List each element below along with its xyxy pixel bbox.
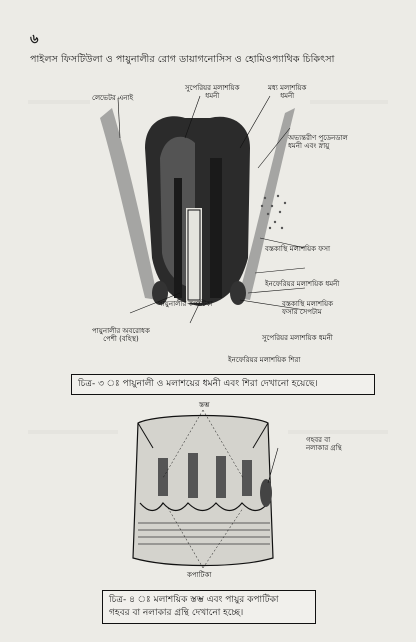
- label-ischiorectal-septum-text: বস্তকাস্থি মলাশয়িক ফসার সেপটাম: [282, 300, 334, 316]
- label-superior-rectal-artery-lower: সুপেরিয়র মলাশয়িক ধমনী: [262, 334, 333, 342]
- label-internal-pudendal: [288, 134, 348, 150]
- label-internal-pudendal-text: অভ্যন্তরীণ পুডেনডাল ধমনী এবং স্নায়ু: [288, 134, 348, 150]
- figure4-caption-line1: চিত্র- ৪ ঃ মলাশয়িক স্তম্ভ এবং পায়ুর কপাটিকা: [109, 595, 279, 605]
- label-middle-rectal-artery-text: মধ্য মলাশয়িক ধমনী: [268, 84, 307, 100]
- label-middle-rectal-artery: [268, 84, 306, 100]
- label-ischiorectal-septum: [282, 300, 333, 316]
- page-number: ৬: [30, 32, 39, 47]
- label-valve: কপাটিকা: [187, 571, 212, 579]
- label-ischiorectal-fossa: বস্তকাস্থি মলাশয়িক ফসা: [265, 245, 331, 253]
- figure3-caption-text: চিত্র- ৩ ঃ পায়ুনালী ও মলাশয়ের ধমনী এবং শিরা দেখানো হয়েছে।: [78, 379, 318, 389]
- label-external-sphincter-text: পায়ুনালীর অবরোধক পেশী (বহিস্থ): [92, 327, 150, 343]
- figure4-caption-line2: গহবর বা নলাকার গ্রন্থি দেখানো হচ্ছে।: [109, 608, 244, 618]
- label-column: স্তম্ভ: [199, 401, 210, 409]
- running-header: পাইলস ফিসটিউলা ও পায়ুনালীর রোগ ডায়াগনোসিস ও হোমিওপ্যাথিক চিকিৎসা: [30, 54, 335, 65]
- label-crypt-text: গহবর বা নলাকার গ্রন্থি: [306, 436, 342, 452]
- label-inferior-rectal-artery: ইনফেরিয়র মলাশয়িক ধমনী: [265, 280, 340, 288]
- figure3-illustration: [90, 88, 310, 333]
- figure4-caption: [102, 590, 316, 624]
- figure4-illustration: [118, 408, 288, 573]
- label-crypt: [306, 436, 342, 452]
- label-external-sphincter: [92, 327, 150, 343]
- figure3-caption: [71, 374, 375, 395]
- label-superior-rectal-artery-text: সুপেরিয়র মলাশয়িক ধমনী: [185, 84, 240, 100]
- label-inferior-rectal-vein: ইনফেরিয়র মলাশয়িক শিরা: [228, 356, 301, 364]
- label-superior-rectal-artery: [185, 84, 240, 100]
- label-anal-valve: পায়ুনালীর কপাটিকা: [158, 300, 213, 308]
- label-levator-ani: লেভেটর এনাই: [92, 94, 134, 102]
